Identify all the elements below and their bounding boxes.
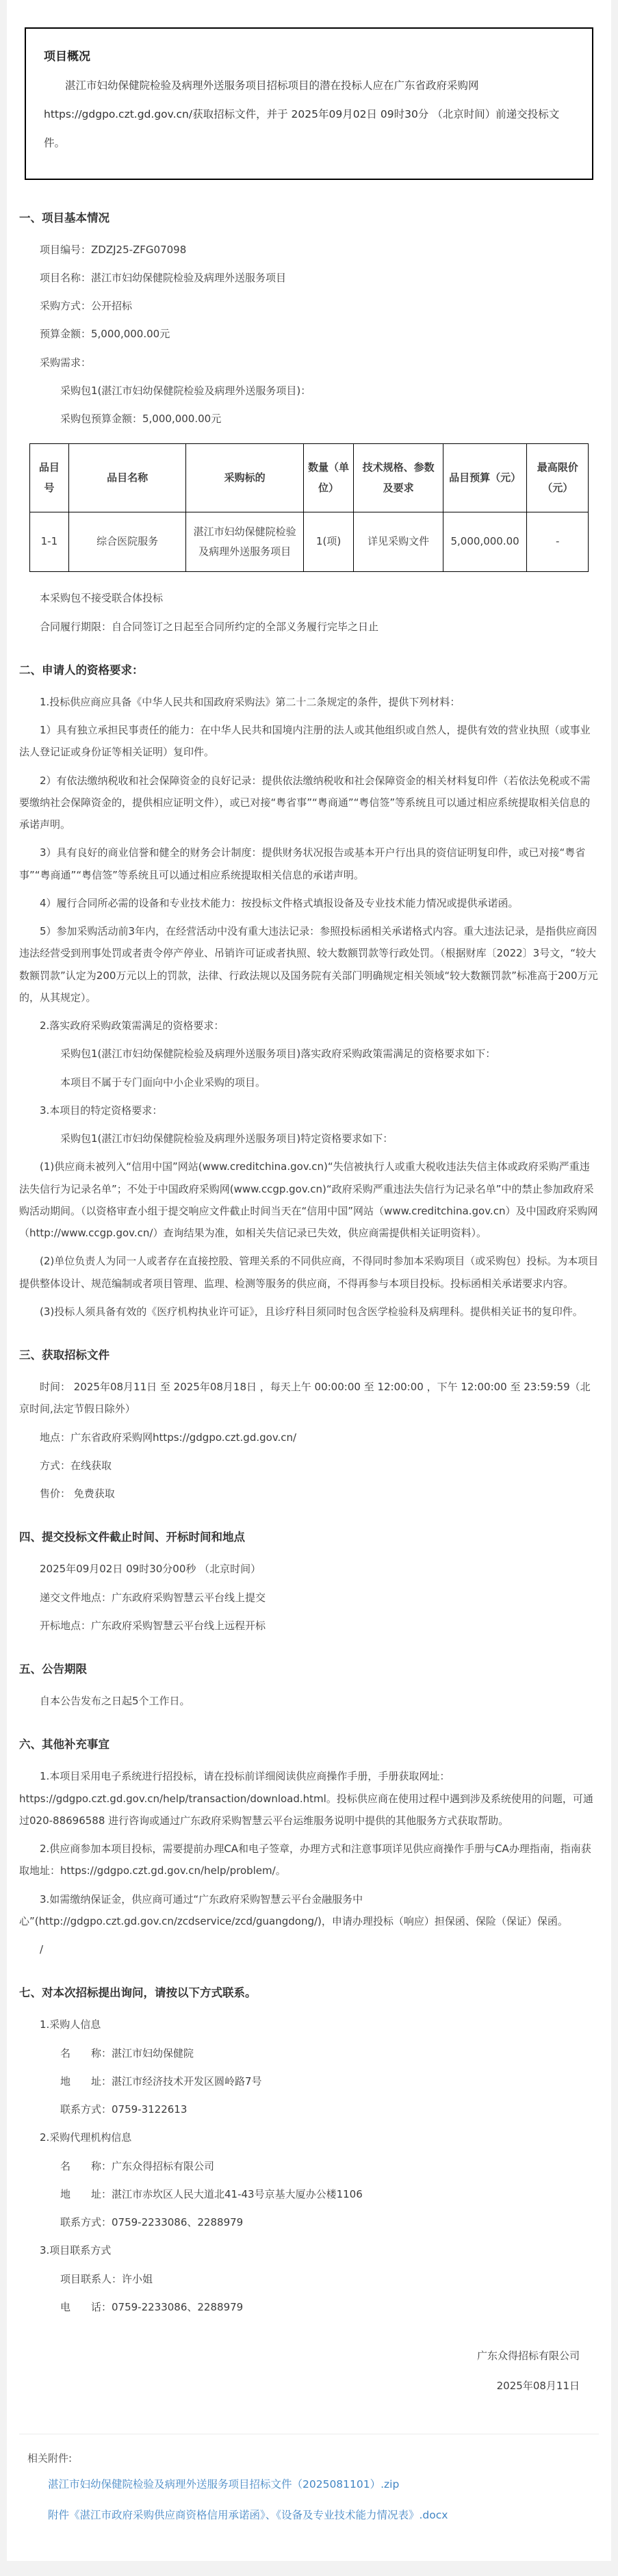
paragraph: 自本公告发布之日起5个工作日。 <box>40 1695 190 1708</box>
attachment-link[interactable]: 附件《湛江市政府采购供应商资格信用承诺函》、《设备及专业技术能力情况表》.docx <box>48 2508 448 2521</box>
paragraph: 合同履行期限：自合同签订之日起至合同所约定的全部义务履行完毕之日止 <box>40 620 379 633</box>
paragraph: 采购方式：公开招标 <box>40 300 133 313</box>
paragraph: 1.本项目采用电子系统进行招投标，请在投标前详细阅读供应商操作手册，手册获取网址：https://gdgpo.czt.gd.gov.cn/help/transaction/download.html。投标供应商在使用过程中遇到涉及系统使用的问题，可通过020-88696588 进行咨询或通过广东政府采购智慧云平台运维服务说明中提供的其他服务方式获取帮助。 <box>19 1770 593 1827</box>
paragraph: 联系方式：0759-3122613 <box>60 2103 188 2116</box>
overview-paragraph: 湛江市妇幼保健院检验及病理外送服务项目招标项目的潜在投标人应在广东省政府采购网https://gdgpo.czt.gd.gov.cn/获取招标文件，并于 2025年09月02日 09时30分 （北京时间）前递交投标文件。 <box>44 79 560 149</box>
paragraph: 地 址：湛江市赤坎区人民大道北41-43号京基大厦办公楼1106 <box>60 2187 363 2200</box>
paragraph: 1.采购人信息 <box>40 2018 101 2031</box>
section-heading: 六、其他补充事宜 <box>19 1738 110 1752</box>
section-heading: 三、获取招标文件 <box>19 1349 110 1362</box>
paragraph: 2025年09月02日 09时30分00秒 （北京时间） <box>40 1563 261 1576</box>
procurement-items-table <box>29 443 589 572</box>
table-header-cell: 品目预算（元） <box>443 444 526 512</box>
table-header-cell: 品目号 <box>29 444 68 512</box>
table-header-cell: 采购标的 <box>186 444 303 512</box>
table-cell: 5,000,000.00 <box>443 512 526 572</box>
table-cell: 综合医院服务 <box>68 512 185 572</box>
attachments-section <box>19 2434 599 2554</box>
section-heading: 四、提交投标文件截止时间、开标时间和地点 <box>19 1531 245 1544</box>
attachments-label: 相关附件: <box>27 2452 73 2465</box>
paragraph: 开标地点：广东政府采购智慧云平台线上远程开标 <box>40 1619 266 1632</box>
paragraph: 名 称：广东众得招标有限公司 <box>60 2159 215 2172</box>
paragraph: (1)供应商未被列入“信用中国”网站(www.creditchina.gov.cn)“失信被执行人或重大税收违法失信主体或政府采购严重违法失信行为记录名单”；不处于中国政府采购网(www.ccgp.gov.cn)“政府采购严重违法失信行为记录名单”中的禁止参加政府采购活动期间。（以资格审查小组于提交响应文件截止时间当天在“信用中国”网站（www.creditchina.gov.cn）及中国政府采购网（http://www.ccgp.gov.cn/）查询结果为准，如相关失信记录已失效，供应商需提供相关证明资料）。 <box>19 1160 598 1240</box>
section-heading: 二、申请人的资格要求： <box>19 663 144 677</box>
table-cell: 湛江市妇幼保健院检验及病理外送服务项目 <box>186 512 303 572</box>
signature-date: 2025年08月11日 <box>496 2379 580 2392</box>
paragraph: 方式：在线获取 <box>40 1459 112 1472</box>
paragraph: 4）履行合同所必需的设备和专业技术能力：按投标文件格式填报设备及专业技术能力情况或提供承诺函。 <box>40 896 519 909</box>
paragraph: 本采购包不接受联合体投标 <box>40 592 164 605</box>
paragraph: 联系方式：0759-2233086、2288979 <box>60 2216 244 2229</box>
paragraph: 项目名称：湛江市妇幼保健院检验及病理外送服务项目 <box>40 271 287 284</box>
section-heading: 一、项目基本情况 <box>19 211 110 224</box>
paragraph: 地 址：湛江市经济技术开发区圆岭路7号 <box>60 2074 262 2087</box>
signature-block <box>19 2341 599 2401</box>
paragraph: 2）有依法缴纳税收和社会保障资金的良好记录：提供依法缴纳税收和社会保障资金的相关材料复印件（若依法免税或不需要缴纳社会保障资金的，提供相应证明文件），或已对接“粤省事”“粤商通”“粤信签”等系统且可以通过相应系统提取相关信息的承诺声明。 <box>19 774 591 831</box>
paragraph: 3.本项目的特定资格要求： <box>40 1104 163 1117</box>
paragraph: 3.如需缴纳保证金，供应商可通过“广东政府采购智慧云平台金融服务中心”(http://gdgpo.czt.gd.gov.cn/zcdservice/zcd/guangdong/)，申请办理投标（响应）担保函、保险（保证）保函。 <box>19 1892 568 1927</box>
paragraph: 2.供应商参加本项目投标，需要提前办理CA和电子签章，办理方式和注意事项详见供应商操作手册与CA办理指南，指南获取地址：https://gdgpo.czt.gd.gov.cn/help/problem/。 <box>19 1843 591 1877</box>
paragraph: 项目联系人：许小姐 <box>60 2272 153 2285</box>
table-header-cell: 技术规格、参数及要求 <box>354 444 443 512</box>
attachment-link[interactable]: 湛江市妇幼保健院检验及病理外送服务项目招标文件（2025081101）.zip <box>48 2478 400 2491</box>
paragraph: 3）具有良好的商业信誉和健全的财务会计制度：提供财务状况报告或基本开户行出具的资信证明复印件，或已对接“粤省事”“粤商通”“粤信签”等系统且可以通过相应系统提取相关信息的承诺声明。 <box>19 846 586 881</box>
document-sections <box>19 209 599 2319</box>
paragraph: 采购包预算金额：5,000,000.00元 <box>60 413 222 426</box>
paragraph: 采购需求： <box>40 356 92 369</box>
paragraph: 5）参加采购活动前3年内，在经营活动中没有重大违法记录：参照投标函相关承诺格式内容。重大违法记录，是指供应商因违法经营受到刑事处罚或者责令停产停业、吊销许可证或者执照、较大数额罚款等行政处罚。（根据财库〔2022〕3号文，“较大数额罚款”认定为200万元以上的罚款，法律、行政法规以及国务院有关部门明确规定相关领域“较大数额罚款”标准高于200万元的，从其规定）。 <box>19 925 598 1004</box>
paragraph: 预算金额：5,000,000.00元 <box>40 328 170 341</box>
section-heading: 七、对本次招标提出询问，请按以下方式联系。 <box>19 1986 257 2000</box>
document-content <box>7 27 611 2554</box>
paragraph: 2.落实政府采购政策需满足的资格要求： <box>40 1019 224 1032</box>
paragraph: 地点：广东省政府采购网https://gdgpo.czt.gd.gov.cn/ <box>40 1431 297 1444</box>
paragraph: 3.项目联系方式 <box>40 2244 112 2257</box>
paragraph: 时间： 2025年08月11日 至 2025年08月18日 ，每天上午 00:00:00 至 12:00:00 ，下午 12:00:00 至 23:59:59（北京时间,法定节假日除外） <box>19 1381 591 1416</box>
table-cell: 1-1 <box>29 512 68 572</box>
table-header-cell: 最高限价（元） <box>527 444 589 512</box>
paragraph: 本项目不属于专门面向中小企业采购的项目。 <box>60 1076 266 1089</box>
paragraph: 采购包1(湛江市妇幼保健院检验及病理外送服务项目)： <box>60 384 311 397</box>
paragraph: 售价： 免费获取 <box>40 1487 115 1500</box>
procurement-table-wrap <box>19 443 599 572</box>
table-header-cell: 品目名称 <box>68 444 185 512</box>
paragraph: 递交文件地点：广东政府采购智慧云平台线上提交 <box>40 1591 266 1604</box>
table-header-row <box>29 444 588 512</box>
table-cell: 详见采购文件 <box>354 512 443 572</box>
table-cell: - <box>527 512 589 572</box>
paragraph: 1.投标供应商应具备《中华人民共和国政府采购法》第二十二条规定的条件，提供下列材料： <box>40 695 461 708</box>
paragraph: 名 称：湛江市妇幼保健院 <box>60 2046 194 2059</box>
paragraph: (3)投标人须具备有效的《医疗机构执业许可证》，且诊疗科目须同时包含医学检验科及病理科。提供相关证书的复印件。 <box>40 1305 583 1318</box>
paragraph: 采购包1(湛江市妇幼保健院检验及病理外送服务项目)落实政府采购政策需满足的资格要求如下： <box>60 1048 496 1061</box>
attachments-list <box>27 2469 599 2531</box>
table-row <box>29 512 588 572</box>
paragraph: (2)单位负责人为同一人或者存在直接控股、管理关系的不同供应商，不得同时参加本采购项目（或采购包）投标。为本项目提供整体设计、规范编制或者项目管理、监理、检测等服务的供应商，不得再参与本项目投标。投标函相关承诺要求内容。 <box>19 1255 599 1290</box>
table-cell: 1(项) <box>303 512 353 572</box>
paragraph: 电 话：0759-2233086、2288979 <box>60 2300 244 2313</box>
paragraph: 采购包1(湛江市妇幼保健院检验及病理外送服务项目)特定资格要求如下： <box>60 1132 394 1145</box>
paragraph: 项目编号：ZDZJ25-ZFG07098 <box>40 243 187 256</box>
section-heading: 五、公告期限 <box>19 1663 87 1676</box>
paragraph: 1）具有独立承担民事责任的能力：在中华人民共和国境内注册的法人或其他组织或自然人，提供有效的营业执照（或事业法人登记证或身份证等相关证明）复印件。 <box>19 724 591 759</box>
overview-title: 项目概况 <box>44 50 90 64</box>
paragraph: 2.采购代理机构信息 <box>40 2131 132 2144</box>
table-header-cell: 数量（单位） <box>303 444 353 512</box>
document-page <box>7 0 611 2561</box>
page-bottom-margin <box>0 2561 618 2576</box>
paragraph: / <box>40 1943 44 1956</box>
project-overview-box <box>25 27 593 180</box>
signature-company: 广东众得招标有限公司 <box>476 2350 580 2363</box>
